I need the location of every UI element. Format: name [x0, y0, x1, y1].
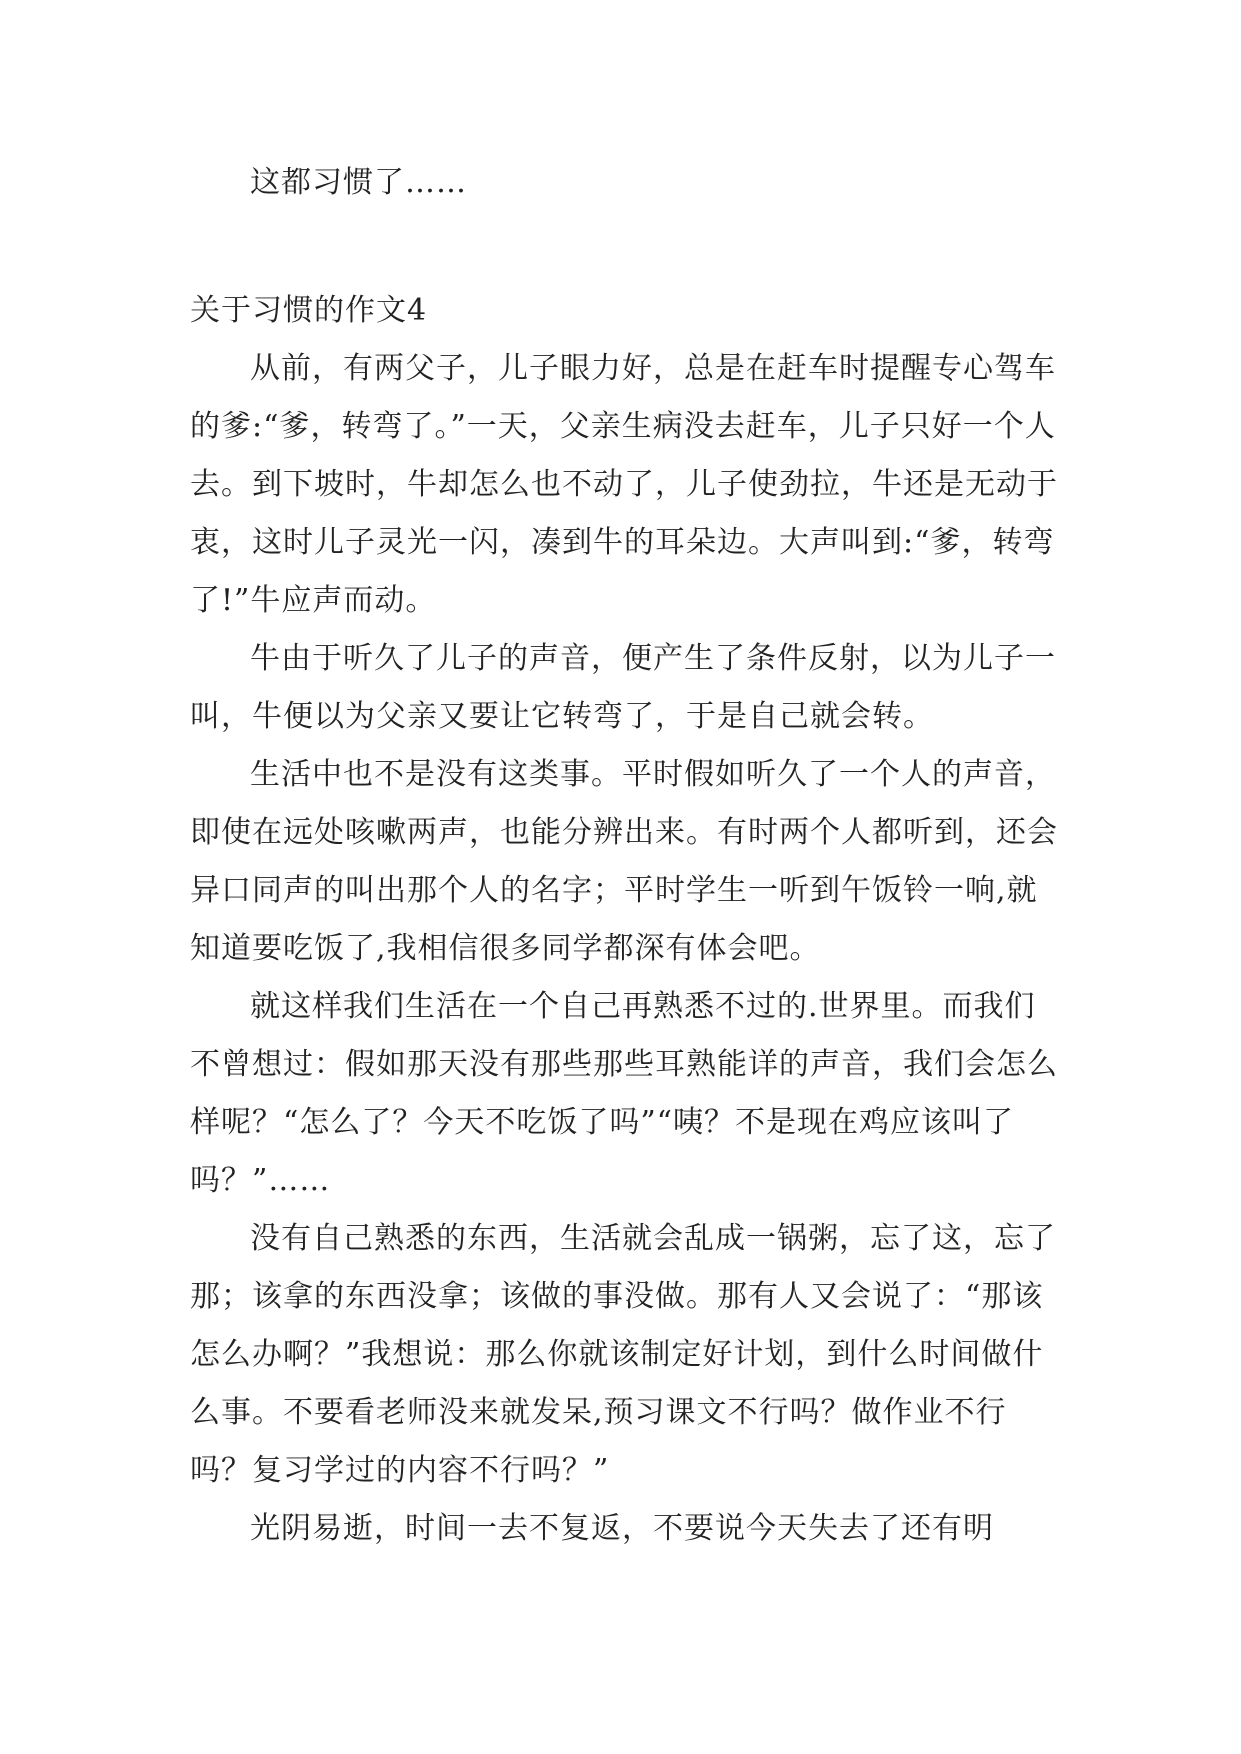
- paragraph: 就这样我们生活在一个自己再熟悉不过的.世界里。而我们不曾想过：假如那天没有那些那些耳熟能详的声音，我们会怎么样呢？“怎么了？今天不吃饭了吗”“咦？不是现在鸡应该叫了吗？”……: [190, 989, 1058, 1198]
- paragraph: 生活中也不是没有这类事。平时假如听久了一个人的声音，即使在远处咳嗽两声，也能分辨出来。有时两个人都听到，还会异口同声的叫出那个人的名字；平时学生一听到午饭铃一响,就知道要吃饭了,我相信很多同学都深有体会吧。: [190, 757, 1058, 966]
- paragraph: 从前，有两父子，儿子眼力好，总是在赶车时提醒专心驾车的爹:“爹，转弯了。”一天，父亲生病没去赶车，儿子只好一个人去。到下坡时，牛却怎么也不动了，儿子使劲拉，牛还是无动于衷，这时儿子灵光一闪，凑到牛的耳朵边。大声叫到:“爹，转弯了!”牛应声而动。: [190, 351, 1058, 618]
- paragraph: 光阴易逝，时间一去不复返，不要说今天失去了还有明: [250, 1511, 994, 1546]
- essay-heading: 关于习惯的作文4: [190, 293, 428, 328]
- document-body: [190, 154, 1060, 1558]
- paragraph: 牛由于听久了儿子的声音，便产生了条件反射，以为儿子一叫，牛便以为父亲又要让它转弯了，于是自己就会转。: [190, 641, 1056, 734]
- paragraph-closing-line: 这都习惯了……: [250, 165, 467, 200]
- paragraph: 没有自己熟悉的东西，生活就会乱成一锅粥，忘了这，忘了那；该拿的东西没拿；该做的事没做。那有人又会说了：“那该怎么办啊？”我想说：那么你就该制定好计划，到什么时间做什么事。不要看老师没来就发呆,预习课文不行吗？做作业不行吗？复习学过的内容不行吗？”: [190, 1221, 1056, 1488]
